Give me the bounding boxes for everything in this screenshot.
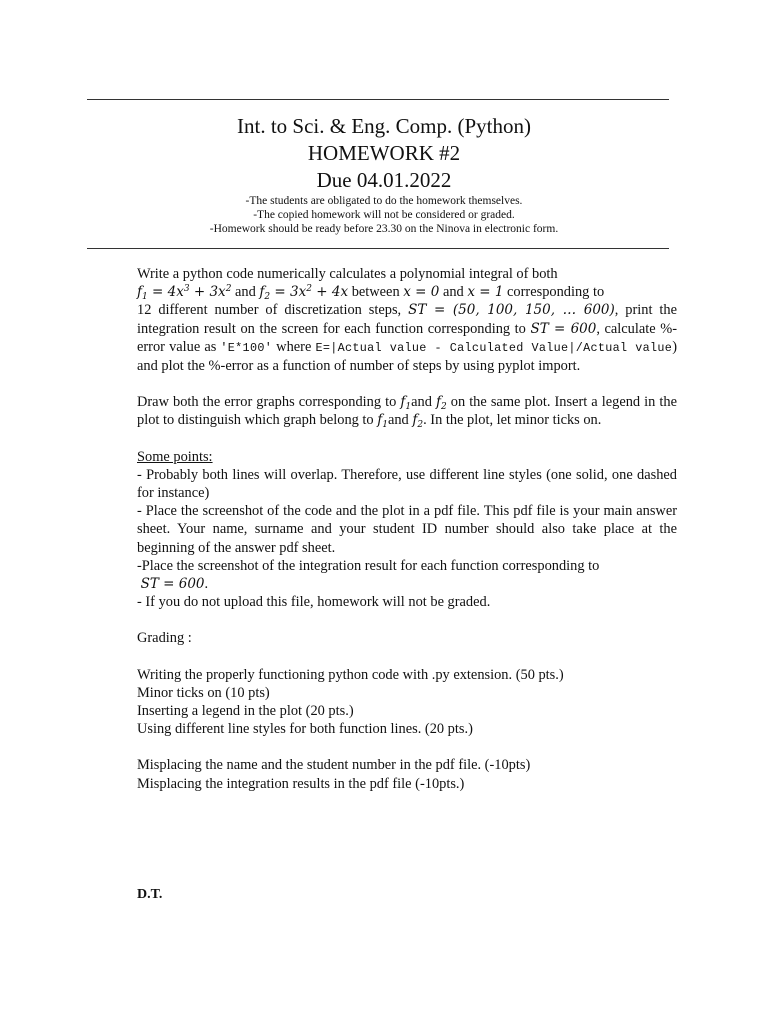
f2-equation: $f_2 = 3x^2 + 4x$ [259,284,349,303]
note-line: -The copied homework will not be considered or graded. [253,209,515,221]
where-text: where [272,338,316,355]
plot-text: and [387,412,413,429]
corresponding-text: corresponding to [503,284,605,301]
penalty-item: Misplacing the name and the student number in the pdf file. (-10pts) [137,757,531,774]
steps-text: 12 different number of discretization steps, [137,302,409,319]
signature: D.T. [137,887,163,902]
f1-equation: $f_1 = 4x^3 + 3x^2$ [137,284,232,303]
top-rule [87,99,669,100]
task-intro: Write a python code numerically calculates a polynomial integral of both [137,266,558,282]
f2-symbol: $f_2$ [435,394,447,413]
point-item: - If you do not upload this file, homework will not be graded. [137,594,491,611]
points-section [137,448,677,612]
note-line: -Homework should be ready before 23.30 on the Ninova in electronic form. [209,223,559,235]
and-text: and [439,284,468,301]
point-item: -Place the screenshot of the integration result for each function corresponding to [137,557,600,574]
grading-item: Writing the properly functioning python code with .py extension. (50 pts.) [137,666,564,683]
bottom-rule [87,248,669,249]
homework-title: HOMEWORK #2 [307,141,461,165]
step-600: ST = 600 [530,320,597,337]
period: . [204,576,209,593]
point-item: - Place the screenshot of the code and the plot in a pdf file. This pdf file is your main answer sheet. Your name, surname and your student ID number should also take place at the beginning of the answer pdf sheet. [137,503,677,556]
upper-bound: x = 1 [467,284,504,301]
title-block [87,113,681,236]
grading-item: Using different line styles for both function lines. (20 pts.) [137,721,473,738]
note-line: -The students are obligated to do the homework themselves. [245,195,523,207]
grading-item: Minor ticks on (10 pts) [137,684,270,701]
f2-symbol: $f_2$ [412,412,424,431]
plot-text: and [411,394,436,411]
due-date: Due 04.01.2022 [316,168,452,192]
body-text [137,265,677,793]
f1-symbol: $f_1$ [377,412,388,431]
grading-item: Inserting a legend in the plot (20 pts.) [137,703,354,720]
penalty-list [137,756,677,792]
steps-text: , print the integration result on the screen for each function corresponding to [137,302,677,337]
plot-paragraph [137,393,677,429]
plot-text: . In the plot, let minor ticks on. [423,412,602,429]
point-item: - Probably both lines will overlap. Therefore, use different line styles (one solid, one dashed for instance) [137,466,677,502]
plot-text: on the same plot. Insert a legend in the plot to distinguish which graph belong to [137,394,677,429]
task-end: ) and plot the %-error as a function of number of steps by using pyplot import. [137,338,677,375]
and-text: and [231,284,260,301]
penalty-item: Misplacing the integration results in the pdf file (-10pts.) [137,775,465,792]
task-paragraph [137,265,677,375]
grading-list [137,666,677,739]
step-600: ST = 600 [140,576,205,593]
f1-symbol: $f_1$ [400,394,412,413]
points-heading: Some points: [137,448,213,465]
code-expression: 'E*100' [220,340,273,355]
plot-text: Draw both the error graphs corresponding to [137,394,401,411]
lower-bound: x = 0 [403,284,440,301]
course-title: Int. to Sci. & Eng. Comp. (Python) [237,114,531,138]
steps-text: , calculate %-error value as [137,320,678,355]
grading-heading: Grading : [137,630,192,647]
error-formula: E=|Actual value - Calculated Value|/Actual value [315,340,673,355]
step-list: ST = (50, 100, 150, … 600) [408,302,615,319]
between-text: between [348,284,404,301]
